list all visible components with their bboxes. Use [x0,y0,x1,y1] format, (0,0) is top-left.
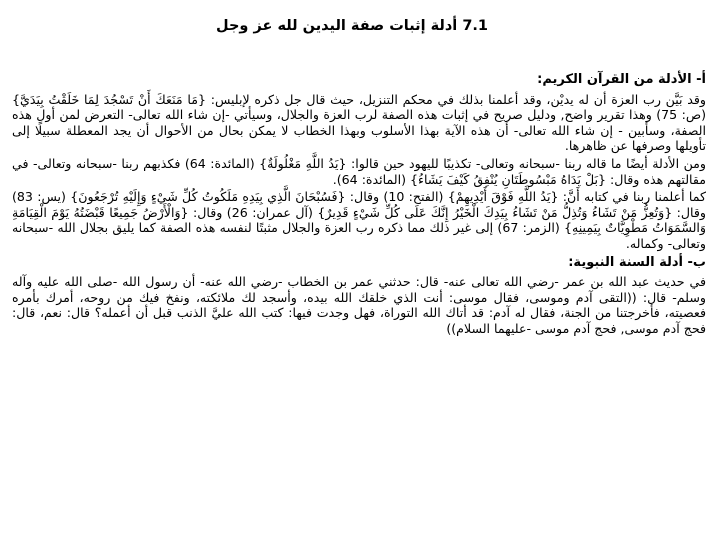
section-a-paragraph-1: وقد بَيَّن رب العزة أن له يديْن، وقد أعلمنا بذلك في محكم التنزيل، حيث قال جل ذكره لإبليس: {مَا مَنَعَكَ أَنْ تَسْجُدَ لِمَا خَلَقْتُ بِيَدَيَّ} (ص: 75) وهذا تقرير واضح, ودليل صريح في إثبات هذه الصفة لرب العزة والجلال، وسيأتي -إن شاء الله تعالى- التعرض لمن أول هذه الصفة، وسأبين - إن شاء الله تعالى- أن هذه الآية بهذا الأسلوب وبهذا الخطاب لا يمكن بحال من الأحوال أن يجد المعطلة سبيلًا إلى تأويلها وصرفها عن ظاهرها. [12,91,706,154]
page-title: 7.1 أدلة إثبات صفة اليدين لله عز وجل [216,18,488,34]
slide-content [12,72,706,339]
section-b-heading: ب- أدلة السنة النبوية: [568,254,706,270]
section-a-paragraph-3: كما أعلمنا ربنا في كتابه أَنَّ: {يَدُ اللَّهِ فَوْقَ أَيْدِيهِمْ} (الفتح: 10) وقال: {فَسُبْحَانَ الَّذِي بِيَدِهِ مَلَكُوتُ كُلِّ شَيْءٍ وَإِلَيْهِ تُرْجَعُونَ} (يس: 83) وقال: {وَتُعِزُّ مَنْ تَشَاءُ وَتُذِلُّ مَنْ تَشَاءُ بِيَدِكَ الْخَيْرُ إِنَّكَ عَلَى كُلِّ شَيْءٍ قَدِيرٌ} (آل عمران: 26) وقال: {وَالْأَرْضُ جَمِيعًا قَبْضَتُهُ يَوْمَ الْقِيَامَةِ وَالسَّمَوَاتُ مَطْوِيَّاتٌ بِيَمِينِهِ} (الزمر: 67) إلى غير ذلك مما ذكره رب العزة والجلال مثبتًا لنفسه هذه الصفة كما يليق بجلال الله -سبحانه وتعالى- وكماله. [12,189,707,251]
section-a-paragraph-2: ومن الأدلة أيضًا ما قاله ربنا -سبحانه وتعالى- تكذيبًا لليهود حين قالوا: {يَدُ اللَّهِ مَغْلُولَةٌ} (المائدة: 64) فكذبهم ربنا -سبحانه وتعالى- في مقالتهم هذه وقال: {بَلْ يَدَاهُ مَبْسُوطَتَانِ يُنْفِقُ كَيْفَ يَشَاءُ} (المائدة: 64). [12,155,706,187]
section-b-paragraph-1: في حديث عبد الله بن عمر -رضي الله تعالى عنه- قال: حدثني عمر بن الخطاب -رضي الله عنه- أن رسول الله -صلى الله عليه وآله وسلم- قال: ((التقى آدم وموسى، فقال موسى: أنت الذي خلقك الله بيده، وأسجد لك ملائكته، ونفخ فيك من روحه، أمرك بأمره فعصيته، فأخرجتنا من الجنة، فقال له آدم: قد أتاك الله التوراة، فهل وجدت فيها: كتب الله عليَّ الذنب قبل أن أعمله؟ قال: نعم، قال: فحج آدم موسى, فحج آدم موسى -عليهما السلام)) [12,274,706,336]
section-a-heading: أ- الأدلة من القرآن الكريم: [537,72,706,87]
